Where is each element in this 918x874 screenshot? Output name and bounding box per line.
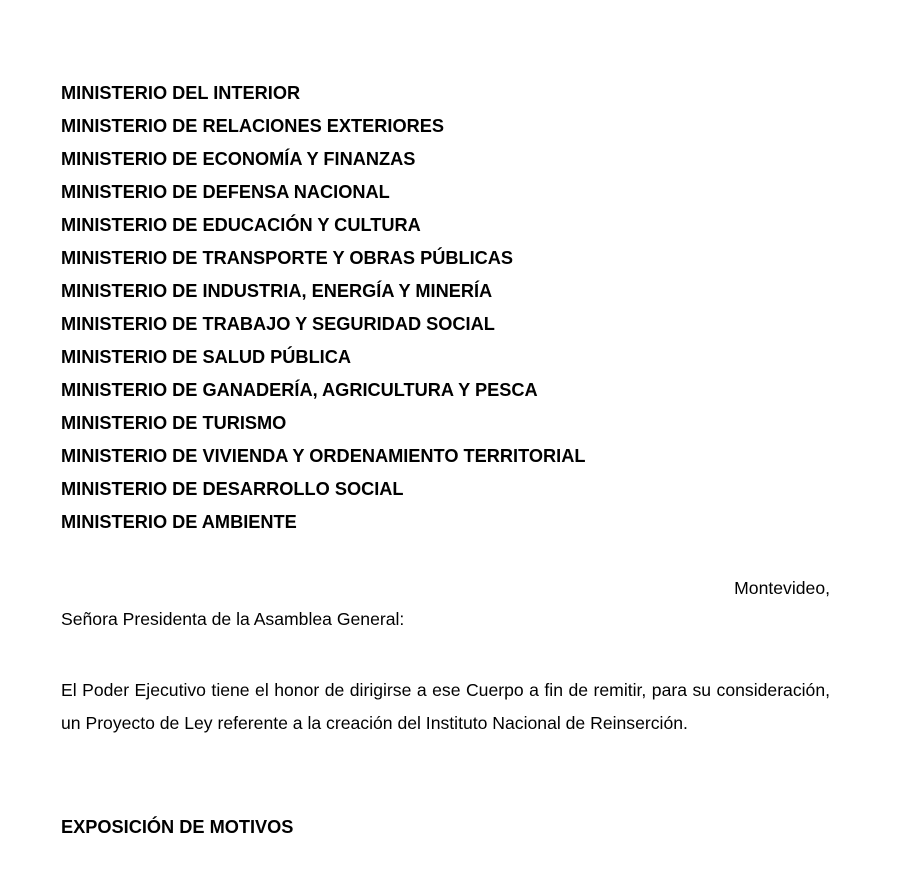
ministry-item: MINISTERIO DE DEFENSA NACIONAL — [61, 182, 390, 202]
ministry-item: MINISTERIO DE AMBIENTE — [61, 512, 297, 532]
ministry-item: MINISTERIO DE ECONOMÍA Y FINANZAS — [61, 149, 416, 169]
salutation: Señora Presidenta de la Asamblea General: — [61, 609, 405, 629]
ministry-item: MINISTERIO DE GANADERÍA, AGRICULTURA Y PESCA — [61, 380, 538, 400]
ministry-item: MINISTERIO DE EDUCACIÓN Y CULTURA — [61, 215, 421, 235]
ministry-item: MINISTERIO DE SALUD PÚBLICA — [61, 347, 351, 367]
ministry-item: MINISTERIO DE INDUSTRIA, ENERGÍA Y MINERÍA — [61, 281, 493, 301]
ministries-list — [61, 77, 585, 539]
body-paragraph: El Poder Ejecutivo tiene el honor de dirigirse a ese Cuerpo a fin de remitir, para su consideración, un Proyecto de Ley referente a la creación del Instituto Nacional de Reinserción. — [61, 680, 830, 733]
ministry-item: MINISTERIO DE TURISMO — [61, 413, 287, 433]
ministry-item: MINISTERIO DE RELACIONES EXTERIORES — [61, 116, 444, 136]
date-line: Montevideo, — [734, 578, 830, 598]
ministry-item: MINISTERIO DE VIVIENDA Y ORDENAMIENTO TERRITORIAL — [61, 446, 586, 466]
ministry-item: MINISTERIO DE TRANSPORTE Y OBRAS PÚBLICAS — [61, 248, 514, 268]
ministry-item: MINISTERIO DE DESARROLLO SOCIAL — [61, 479, 404, 499]
section-heading: EXPOSICIÓN DE MOTIVOS — [61, 817, 294, 837]
ministry-item: MINISTERIO DEL INTERIOR — [61, 83, 301, 103]
ministry-item: MINISTERIO DE TRABAJO Y SEGURIDAD SOCIAL — [61, 314, 495, 334]
